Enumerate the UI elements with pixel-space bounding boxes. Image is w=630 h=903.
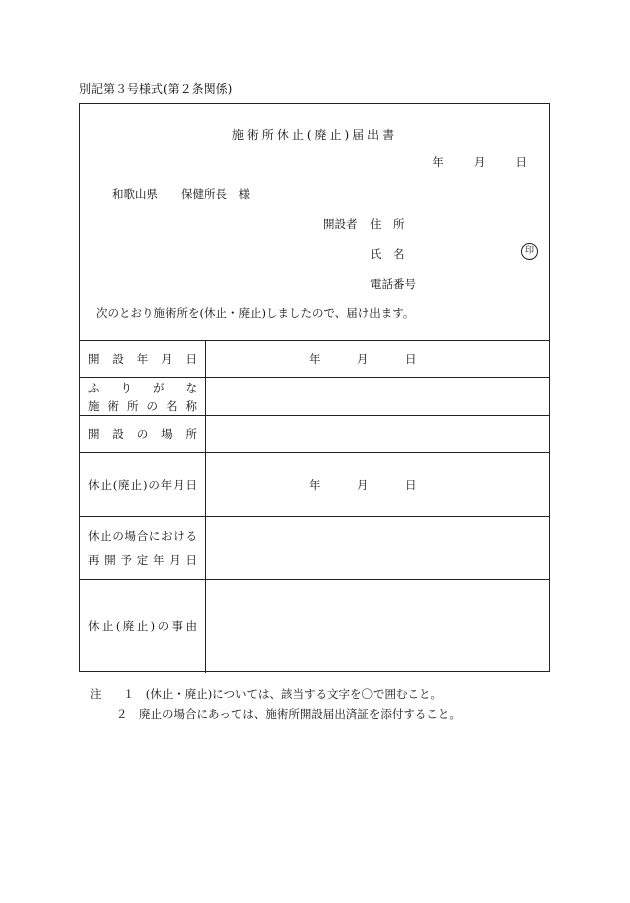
applicant-address-label: 住 所 xyxy=(370,217,405,231)
resume-date-field[interactable] xyxy=(206,517,549,579)
furigana-label: ふりがな xyxy=(88,380,197,395)
date-year: 年 xyxy=(432,155,444,169)
date-month: 月 xyxy=(473,155,486,169)
location-field[interactable] xyxy=(206,416,549,452)
note-item: １ (休止・廃止)については、該当する文字を〇で囲むこと。 xyxy=(122,687,443,701)
facility-name-field[interactable] xyxy=(206,378,549,415)
submission-date xyxy=(432,154,527,170)
applicant-phone-label: 電話番号 xyxy=(370,277,416,291)
statement: 次のとおり施術所を(休止・廃止)しましたので、届け出ます。 xyxy=(96,306,415,320)
applicant-heading: 開設者 xyxy=(323,217,358,231)
form-label: 別記第３号様式(第２条関係) xyxy=(79,82,233,96)
opening-date-field[interactable] xyxy=(206,341,549,377)
date-day: 日 xyxy=(515,155,527,169)
month-label: 月 xyxy=(357,352,369,366)
note-item: ２ 廃止の場合にあっては、施術所開設届出済証を添付すること。 xyxy=(116,707,461,721)
addressee: 和歌山県 保健所長 様 xyxy=(112,187,250,201)
year-label: 年 xyxy=(309,352,321,366)
row-label-closure-date: 休止(廃止)の年月日 xyxy=(88,477,197,492)
day-label: 日 xyxy=(405,352,417,366)
notes xyxy=(90,684,461,724)
reason-field[interactable] xyxy=(206,580,549,672)
row-label-opening-date: 開設年月日 xyxy=(88,352,197,366)
notes-prefix: 注 xyxy=(90,687,102,701)
seal-icon: 印 xyxy=(521,243,538,260)
document-title: 施術所休止(廃止)届出書 xyxy=(231,128,398,142)
day-label: 日 xyxy=(405,477,417,492)
form-table xyxy=(79,103,550,672)
row-label-facility-name: ふりがな 施術所の名称 xyxy=(88,380,197,413)
applicant-name-label: 氏 名 xyxy=(370,247,405,261)
row-label-reason: 休止(廃止)の事由 xyxy=(88,619,197,633)
closure-date-field[interactable] xyxy=(206,453,549,516)
row-label-location: 開設の場所 xyxy=(88,427,197,441)
year-label: 年 xyxy=(309,477,321,492)
month-label: 月 xyxy=(357,477,369,492)
row-label-resume-date: 休止の場合における 再開予定年月日 xyxy=(88,529,197,567)
